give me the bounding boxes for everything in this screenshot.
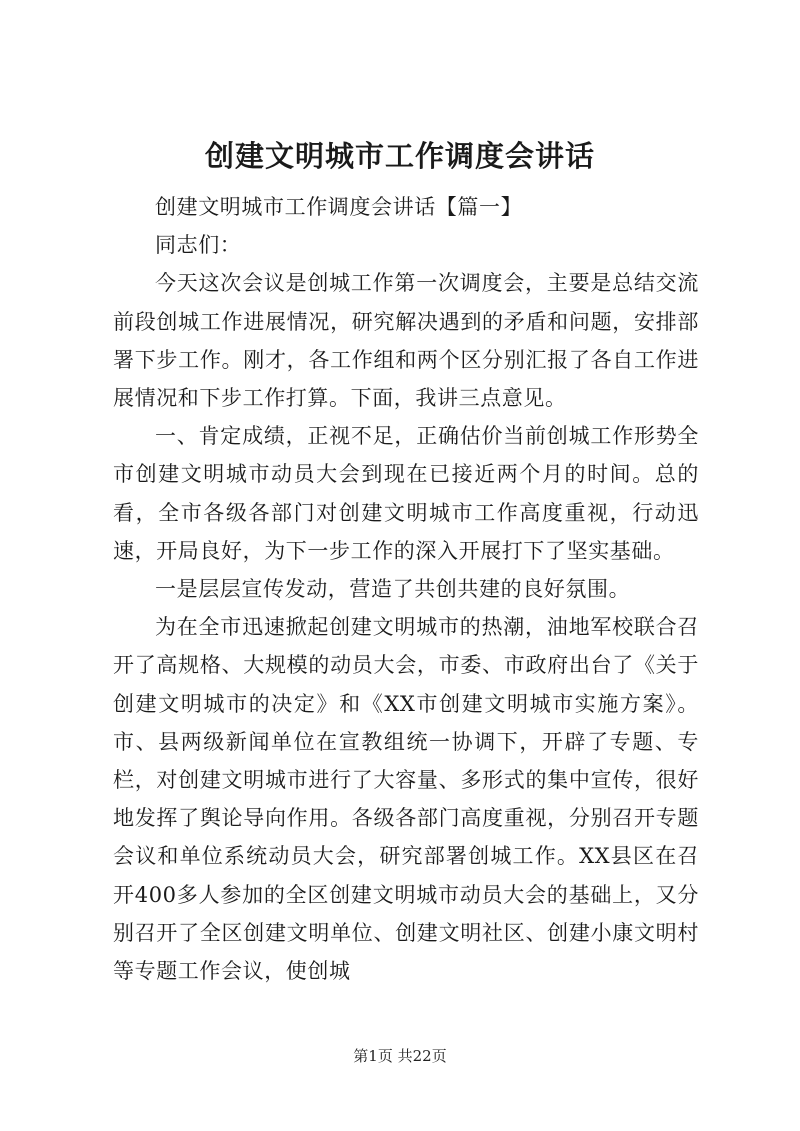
page-footer [0, 1046, 800, 1066]
document-title: 创建文明城市工作调度会讲话 [204, 139, 595, 173]
paragraph: 一、肯定成绩，正视不足，正确估价当前创城工作形势全市创建文明城市动员大会到现在已接近两个月的时间。总的看，全市各级各部门对创建文明城市工作高度重视，行动迅速，开局良好，为下一步工作的深入开展打下了坚实基础。 [113, 424, 699, 563]
paragraph: 今天这次会议是创城工作第一次调度会，主要是总结交流前段创城工作进展情况，研究解决遇到的矛盾和问题，安排部署下步工作。刚才，各工作组和两个区分别汇报了各自工作进展情况和下步工作打算。下面，我讲三点意见。 [113, 271, 699, 411]
page-number: 第1页 共22页 [353, 1047, 447, 1065]
section-heading: 创建文明城市工作调度会讲话【篇一】 [155, 195, 523, 219]
paragraph: 为在全市迅速掀起创建文明城市的热潮，油地军校联合召开了高规格、大规模的动员大会，市委、市政府出台了《关于创建文明城市的决定》和《XX市创建文明城市实施方案》。市、县两级新闻单位在宣教组统一协调下，开辟了专题、专栏，对创建文明城市进行了大容量、多形式的集中宣传，很好地发挥了舆论导向作用。各级各部门高度重视，分别召开专题会议和单位系统动员大会，研究部署创城工作。XX县区在召开400多人参加的全区创建文明城市动员大会的基础上，又分别召开了全区创建文明单位、创建文明社区、创建小康文明村等专题工作会议，使创城 [113, 615, 699, 984]
salutation: 同志们： [155, 233, 242, 258]
document-body [113, 188, 699, 990]
paragraph: 一是层层宣传发动，营造了共创共建的良好氛围。 [155, 577, 631, 602]
